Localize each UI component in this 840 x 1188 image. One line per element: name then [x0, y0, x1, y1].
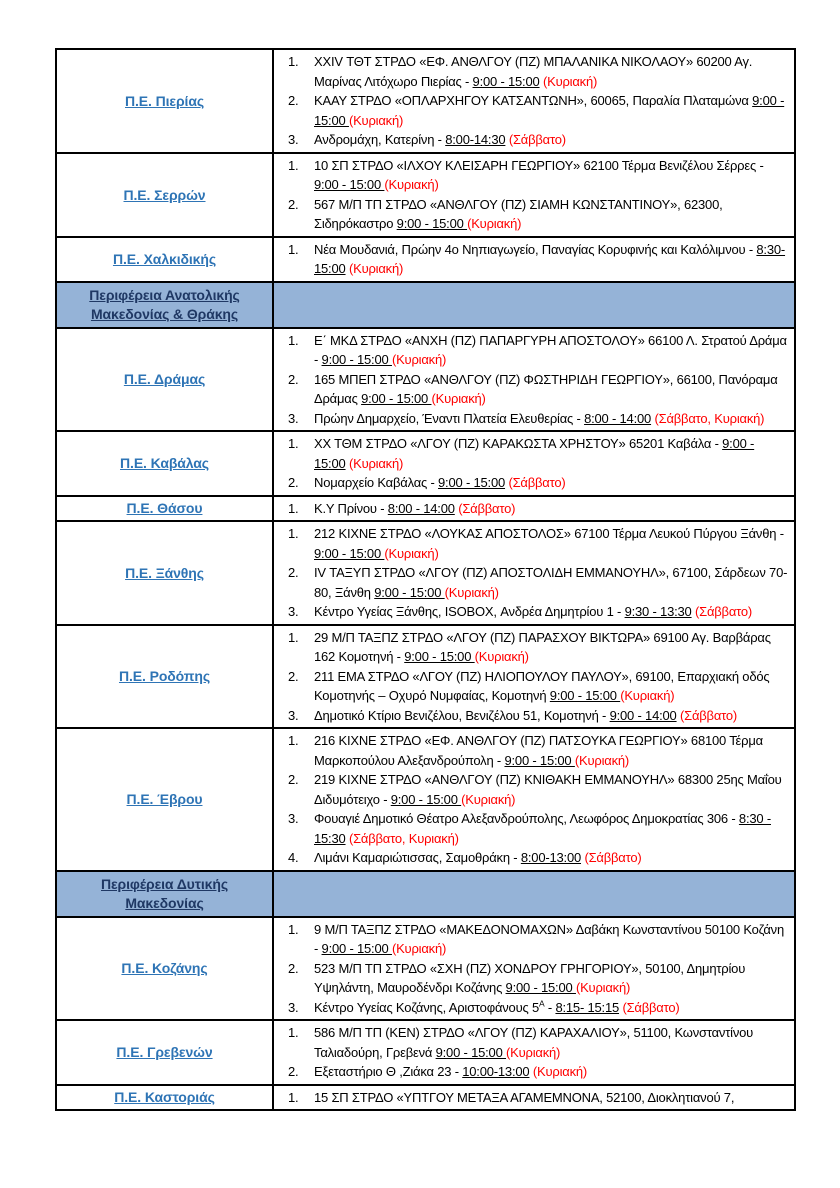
- location-list-cell: [273, 431, 795, 496]
- table-body: [56, 49, 795, 1110]
- region-row: [56, 49, 795, 153]
- item-text: [314, 628, 794, 667]
- location-list-cell: [273, 1020, 795, 1085]
- location-list-cell: [273, 496, 795, 522]
- time-range: 9:00 - 15:00: [472, 73, 540, 89]
- item-text: [314, 473, 794, 493]
- location-text: 523 Μ/Π ΤΠ ΣΤΡΔΟ «ΣΧΗ (ΠΖ) ΧΟΝΔΡΟΥ ΓΡΗΓΟΡΙΟΥ», 50100, Δημητρίου Υψηλάντη, Μαυροδένδρι Κοζάνης: [314, 960, 746, 995]
- item-text: [314, 499, 794, 519]
- item-text: [314, 370, 794, 409]
- section-header-row: [56, 871, 795, 917]
- list-item: [274, 959, 794, 998]
- item-text: [314, 91, 794, 130]
- item-number: 1.: [288, 1089, 299, 1105]
- item-number: 3.: [288, 132, 299, 147]
- list-item: [274, 195, 794, 234]
- day-label: (Σάββατο): [508, 132, 566, 147]
- time-range: 8:30 - 15:30: [314, 811, 771, 846]
- item-number: 1.: [288, 629, 299, 645]
- list-item: [274, 524, 794, 563]
- item-number: 1.: [288, 241, 299, 257]
- location-text: Κέντρο Υγείας Ξάνθης, ISOBOX, Ανδρέα Δημητρίου 1 -: [314, 604, 625, 619]
- item-text: [314, 848, 794, 868]
- item-number: 2.: [288, 371, 299, 387]
- location-text: Ανδρομάχη, Κατερίνη -: [314, 132, 446, 147]
- day-label: (Κυριακή): [391, 941, 447, 956]
- location-text: 10 ΣΠ ΣΤΡΔΟ «ΙΛΧΟΥ ΚΛΕΙΣΑΡΗ ΓΕΩΡΓΙΟΥ» 62100 Τέρμα Βενιζέλου Σέρρες -: [314, 157, 764, 173]
- time-range: 9:00 - 15:00: [361, 391, 432, 406]
- day-label: (Κυριακή): [391, 352, 447, 367]
- item-text: [314, 809, 794, 848]
- day-label: (Σάββατο): [584, 850, 642, 865]
- region-row: [56, 917, 795, 1021]
- location-text: XXIV ΤΘΤ ΣΤΡΔΟ «ΕΦ. ΑΝΘΛΓΟΥ (ΠΖ) ΜΠΑΛΑΝΙΚΑ ΝΙΚΟΛΑΟΥ» 60200 Αγ. Μαρίνας Λιτόχωρο Πιερίας -: [314, 54, 753, 89]
- region-row: [56, 1020, 795, 1085]
- day-label: (Κυριακή): [461, 791, 516, 807]
- item-number: 2.: [288, 475, 299, 490]
- location-text: Νέα Μουδανιά, Πρώην 4ο Νηπιαγωγείο, Παναγίας Κορυφινής και Καλόλιμνου -: [314, 241, 757, 257]
- item-text: [314, 770, 794, 809]
- list-item: [274, 240, 794, 279]
- location-list-cell: [273, 1085, 795, 1111]
- section-header-empty-cell: [273, 282, 795, 328]
- item-text: [314, 998, 794, 1018]
- superscript-text: Α: [539, 998, 545, 1009]
- day-label: (Κυριακή): [474, 649, 529, 664]
- list-item: [274, 563, 794, 602]
- list-item: [274, 331, 794, 370]
- item-text: [314, 920, 794, 959]
- location-text: Φουαγιέ Δημοτικό Θέατρο Αλεξανδρούπολης, Λεωφόρος Δημοκρατίας 306 -: [314, 811, 739, 826]
- location-text: Πρώην Δημαρχείο, Έναντι Πλατεία Ελευθερίας -: [314, 410, 585, 426]
- time-range: 9:00 - 15:00: [549, 688, 621, 703]
- time-range: 9:00 - 14:00: [609, 707, 677, 723]
- time-range: 9:00 - 15:00: [314, 177, 385, 192]
- item-number: 3.: [288, 410, 299, 426]
- day-label: (Σάββατο, Κυριακή): [348, 830, 459, 846]
- location-text: Νομαρχείο Καβάλας -: [314, 475, 439, 490]
- region-label: Π.Ε. Έβρου: [126, 791, 203, 808]
- item-number: 1.: [288, 526, 299, 541]
- list-item: [274, 52, 794, 91]
- region-cell: [56, 1020, 273, 1085]
- region-label: Π.Ε. Σερρών: [123, 186, 206, 203]
- item-number: 2.: [288, 772, 299, 787]
- region-label: Π.Ε. Γρεβενών: [116, 1044, 213, 1061]
- section-header-cell: [56, 282, 273, 328]
- location-text: -: [544, 999, 556, 1015]
- section-header-empty-cell: [273, 871, 795, 917]
- time-range: 8:00-14:30: [445, 132, 506, 147]
- time-range: 9:00 - 15:00: [504, 752, 575, 768]
- list-item: [274, 409, 794, 429]
- list-item: [274, 848, 794, 868]
- day-label: (Σάββατο): [458, 500, 516, 516]
- location-text: Δημοτικό Κτίριο Βενιζέλου, Βενιζέλου 51, Κομοτηνή -: [314, 707, 610, 723]
- region-locations-table: [55, 48, 796, 1111]
- time-range: 9:00 - 15:00: [404, 649, 475, 664]
- day-label: (Σάββατο): [680, 707, 738, 723]
- location-text: 212 ΚΙΧΝΕ ΣΤΡΔΟ «ΛΟΥΚΑΣ ΑΠΟΣΤΟΛΟΣ» 67100 Τέρμα Λευκού Πύργου Ξάνθη -: [314, 526, 784, 541]
- time-range: 9:00 - 15:00: [321, 941, 392, 956]
- time-range: 9:30 - 13:30: [624, 604, 692, 619]
- location-list-cell: [273, 328, 795, 432]
- list-item: [274, 1088, 794, 1108]
- region-cell: [56, 496, 273, 522]
- day-label: (Σάββατο): [508, 475, 566, 490]
- location-text: 216 ΚΙΧΝΕ ΣΤΡΔΟ «ΕΦ. ΑΝΘΛΓΟΥ (ΠΖ) ΠΑΤΣΟΥΚΑ ΓΕΩΡΓΙΟΥ» 68100 Τέρμα Μαρκοπούλου Αλεξανδρούπολη -: [314, 733, 763, 768]
- list-item: [274, 706, 794, 726]
- list-item: [274, 130, 794, 150]
- item-text: [314, 602, 794, 622]
- item-number: 2.: [288, 565, 299, 580]
- location-text: 29 Μ/Π ΤΑΞΠΖ ΣΤΡΔΟ «ΛΓΟΥ (ΠΖ) ΠΑΡΑΣΧΟΥ ΒΙΚΤΩΡΑ» 69100 Αγ. Βαρβάρας 162 Κομοτηνή -: [314, 629, 771, 664]
- list-item: [274, 770, 794, 809]
- time-range: 9:00 - 15:00: [396, 216, 468, 231]
- location-list-cell: [273, 237, 795, 282]
- item-number: 3.: [288, 707, 299, 723]
- section-header-label: Περιφέρεια Δυτικής Μακεδονίας: [101, 875, 228, 911]
- region-row: [56, 728, 795, 871]
- location-text: Κ.Υ Πρίνου -: [314, 500, 388, 516]
- day-label: (Κυριακή): [620, 688, 675, 703]
- day-label: (Κυριακή): [384, 545, 439, 561]
- item-number: 1.: [288, 1025, 299, 1040]
- region-label: Π.Ε. Καβάλας: [120, 455, 209, 472]
- item-number: 1.: [288, 332, 299, 348]
- location-text: 586 Μ/Π ΤΠ (ΚΕΝ) ΣΤΡΔΟ «ΛΓΟΥ (ΠΖ) ΚΑΡΑΧΑΛΙΟΥ», 51100, Κωνσταντίνου Ταλιαδούρη, Γρεβενά: [314, 1025, 754, 1060]
- location-text: 15 ΣΠ ΣΤΡΔΟ «ΥΠΤΓΟΥ ΜΕΤΑΞΑ ΑΓΑΜΕΜΝΟΝΑ, 52100, Διοκλητιανού 7,: [314, 1089, 735, 1105]
- day-label: (Κυριακή): [575, 980, 631, 995]
- item-text: [314, 667, 794, 706]
- item-number: 2.: [288, 1064, 299, 1079]
- region-cell: [56, 153, 273, 237]
- time-range: 8:00-13:00: [520, 850, 582, 865]
- item-text: [314, 563, 794, 602]
- list-item: [274, 473, 794, 493]
- region-cell: [56, 521, 273, 625]
- list-item: [274, 920, 794, 959]
- time-range: 9:00 - 15:00: [438, 475, 506, 490]
- list-item: [274, 667, 794, 706]
- item-number: 4.: [288, 850, 299, 865]
- location-list-cell: [273, 153, 795, 237]
- region-row: [56, 521, 795, 625]
- region-row: [56, 153, 795, 237]
- list-item: [274, 499, 794, 519]
- day-label: (Σάββατο, Κυριακή): [654, 410, 765, 426]
- region-cell: [56, 431, 273, 496]
- item-number: 3.: [288, 999, 299, 1015]
- location-text: ΚΑΑΥ ΣΤΡΔΟ «ΟΠΛΑΡΧΗΓΟΥ ΚΑΤΣΑΝΤΩΝΗ», 60065, Παραλία Πλαταμώνα: [314, 93, 753, 108]
- item-number: 3.: [288, 604, 299, 619]
- location-text: Κέντρο Υγείας Κοζάνης, Αριστοφάνους 5: [314, 999, 540, 1015]
- time-range: 9:00 - 15:00: [321, 352, 392, 367]
- location-list-cell: [273, 625, 795, 729]
- time-range: 9:00 - 15:00: [374, 584, 445, 600]
- section-header-cell: [56, 871, 273, 917]
- day-label: (Κυριακή): [506, 1044, 561, 1060]
- region-label: Π.Ε. Ξάνθης: [125, 564, 204, 581]
- time-range: 9:00 - 15:00: [314, 545, 385, 561]
- region-cell: [56, 625, 273, 729]
- location-text: 9 Μ/Π ΤΑΞΠΖ ΣΤΡΔΟ «ΜΑΚΕΔΟΝΟΜΑΧΩΝ» Δαβάκη Κωνσταντίνου 50100 Κοζάνη -: [314, 921, 784, 956]
- region-label: Π.Ε. Ροδόπης: [118, 668, 210, 685]
- region-row: [56, 328, 795, 432]
- location-list-cell: [273, 728, 795, 871]
- item-text: [314, 1062, 794, 1082]
- item-number: 1.: [288, 500, 299, 516]
- list-item: [274, 1023, 794, 1062]
- item-number: 1.: [288, 54, 299, 69]
- region-row: [56, 496, 795, 522]
- time-range: 9:00 - 15:00: [390, 791, 462, 807]
- region-label: Π.Ε. Χαλκιδικής: [112, 251, 217, 267]
- location-text: 165 ΜΠΕΠ ΣΤΡΔΟ «ΑΝΘΛΓΟΥ (ΠΖ) ΦΩΣΤΗΡΙΔΗ ΓΕΩΡΓΙΟΥ», 66100, Πανόραμα Δράμας: [314, 371, 778, 406]
- region-cell: [56, 237, 273, 282]
- region-label: Π.Ε. Καστοριάς: [114, 1089, 215, 1106]
- time-range: 8:15- 15:15: [555, 999, 620, 1015]
- day-label: (Σάββατο): [622, 999, 680, 1015]
- location-list-cell: [273, 917, 795, 1021]
- region-label: Π.Ε. Κοζάνης: [121, 960, 208, 977]
- item-text: [314, 240, 794, 279]
- list-item: [274, 91, 794, 130]
- time-range: 8:00 - 14:00: [387, 500, 455, 516]
- time-range: 8:30-15:00: [314, 241, 786, 276]
- day-label: (Κυριακή): [348, 455, 404, 471]
- item-number: 1.: [288, 733, 299, 748]
- region-row: [56, 237, 795, 282]
- list-item: [274, 809, 794, 848]
- list-item: [274, 156, 794, 195]
- location-text: Λιμάνι Καμαριώτισσας, Σαμοθράκη -: [314, 850, 521, 865]
- day-label: (Κυριακή): [574, 752, 630, 768]
- item-text: [314, 195, 794, 234]
- region-cell: [56, 728, 273, 871]
- list-item: [274, 731, 794, 770]
- day-label: (Σάββατο): [695, 604, 753, 619]
- location-text: 567 Μ/Π ΤΠ ΣΤΡΔΟ «ΑΝΘΛΓΟΥ (ΠΖ) ΣΙΑΜΗ ΚΩΝΣΤΑΝΤΙΝΟΥ», 62300, Σιδηρόκαστρο: [314, 196, 723, 231]
- day-label: (Κυριακή): [348, 261, 404, 276]
- day-label: (Κυριακή): [532, 1064, 588, 1079]
- location-list-cell: [273, 521, 795, 625]
- time-range: 8:00 - 14:00: [584, 410, 652, 426]
- region-cell: [56, 1085, 273, 1111]
- time-range: 9:00 - 15:00: [314, 436, 755, 471]
- region-row: [56, 431, 795, 496]
- region-label: Π.Ε. Θάσου: [126, 500, 203, 517]
- item-number: 1.: [288, 436, 299, 451]
- item-text: [314, 524, 794, 563]
- region-label: Π.Ε. Πιερίας: [125, 92, 204, 109]
- item-text: [314, 130, 794, 150]
- time-range: 9:00 - 15:00: [505, 980, 576, 995]
- item-text: [314, 52, 794, 91]
- list-item: [274, 370, 794, 409]
- item-text: [314, 959, 794, 998]
- item-text: [314, 1023, 794, 1062]
- location-text: 211 ΕΜΑ ΣΤΡΔΟ «ΛΓΟΥ (ΠΖ) ΗΛΙΟΠΟΥΛΟΥ ΠΑΥΛΟΥ», 69100, Επαρχιακή οδός Κομοτηνής – Οχυρό Νυμφαίας, Κομοτηνή: [314, 668, 770, 703]
- item-number: 3.: [288, 811, 299, 826]
- section-header-label: Περιφέρεια Ανατολικής Μακεδονίας & Θράκης: [89, 286, 240, 322]
- location-list-cell: [273, 49, 795, 153]
- region-cell: [56, 328, 273, 432]
- section-header-row: [56, 282, 795, 328]
- item-text: [314, 434, 794, 473]
- location-text: Ε΄ ΜΚΔ ΣΤΡΔΟ «ΑΝΧΗ (ΠΖ) ΠΑΠΑΡΓΥΡΗ ΑΠΟΣΤΟΛΟΥ» 66100 Λ. Στρατού Δράμα -: [314, 332, 787, 367]
- item-text: [314, 409, 794, 429]
- location-text: IV ΤΑΞΥΠ ΣΤΡΔΟ «ΛΓΟΥ (ΠΖ) ΑΠΟΣΤΟΛΙΔΗ ΕΜΜΑΝΟΥΗΛ», 67100, Σάρδεων 70-80, Ξάνθη: [314, 565, 788, 600]
- item-text: [314, 706, 794, 726]
- list-item: [274, 998, 794, 1018]
- item-number: 2.: [288, 668, 299, 684]
- region-cell: [56, 49, 273, 153]
- list-item: [274, 1062, 794, 1082]
- day-label: (Κυριακή): [444, 584, 499, 600]
- item-text: [314, 1088, 794, 1108]
- list-item: [274, 602, 794, 622]
- item-text: [314, 331, 794, 370]
- item-text: [314, 731, 794, 770]
- item-text: [314, 156, 794, 195]
- day-label: (Κυριακή): [431, 391, 486, 406]
- time-range: 10:00-13:00: [462, 1064, 530, 1079]
- item-number: 1.: [288, 921, 299, 937]
- item-number: 2.: [288, 93, 299, 108]
- region-cell: [56, 917, 273, 1021]
- day-label: (Κυριακή): [542, 73, 598, 89]
- item-number: 2.: [288, 196, 299, 212]
- day-label: (Κυριακή): [384, 177, 439, 192]
- time-range: 9:00 - 15:00: [435, 1044, 507, 1060]
- item-number: 2.: [288, 960, 299, 976]
- region-row: [56, 625, 795, 729]
- location-text: ΧΧ ΤΘΜ ΣΤΡΔΟ «ΛΓΟΥ (ΠΖ) ΚΑΡΑΚΩΣΤΑ ΧΡΗΣΤΟΥ» 65201 Καβάλα -: [314, 436, 723, 451]
- list-item: [274, 628, 794, 667]
- time-range: 9:00 - 15:00: [314, 93, 785, 128]
- list-item: [274, 434, 794, 473]
- day-label: (Κυριακή): [467, 216, 522, 231]
- location-text: Εξεταστήριο Θ ,Ζιάκα 23 -: [314, 1064, 463, 1079]
- region-row: [56, 1085, 795, 1111]
- location-text: 219 ΚΙΧΝΕ ΣΤΡΔΟ «ΑΝΘΛΓΟΥ (ΠΖ) ΚΝΙΘΑΚΗ ΕΜΜΑΝΟΥΗΛ» 68300 25ης Μαΐου Διδυμότειχο -: [314, 772, 782, 807]
- region-label: Π.Ε. Δράμας: [123, 371, 206, 388]
- day-label: (Κυριακή): [348, 112, 404, 128]
- item-number: 1.: [288, 157, 299, 173]
